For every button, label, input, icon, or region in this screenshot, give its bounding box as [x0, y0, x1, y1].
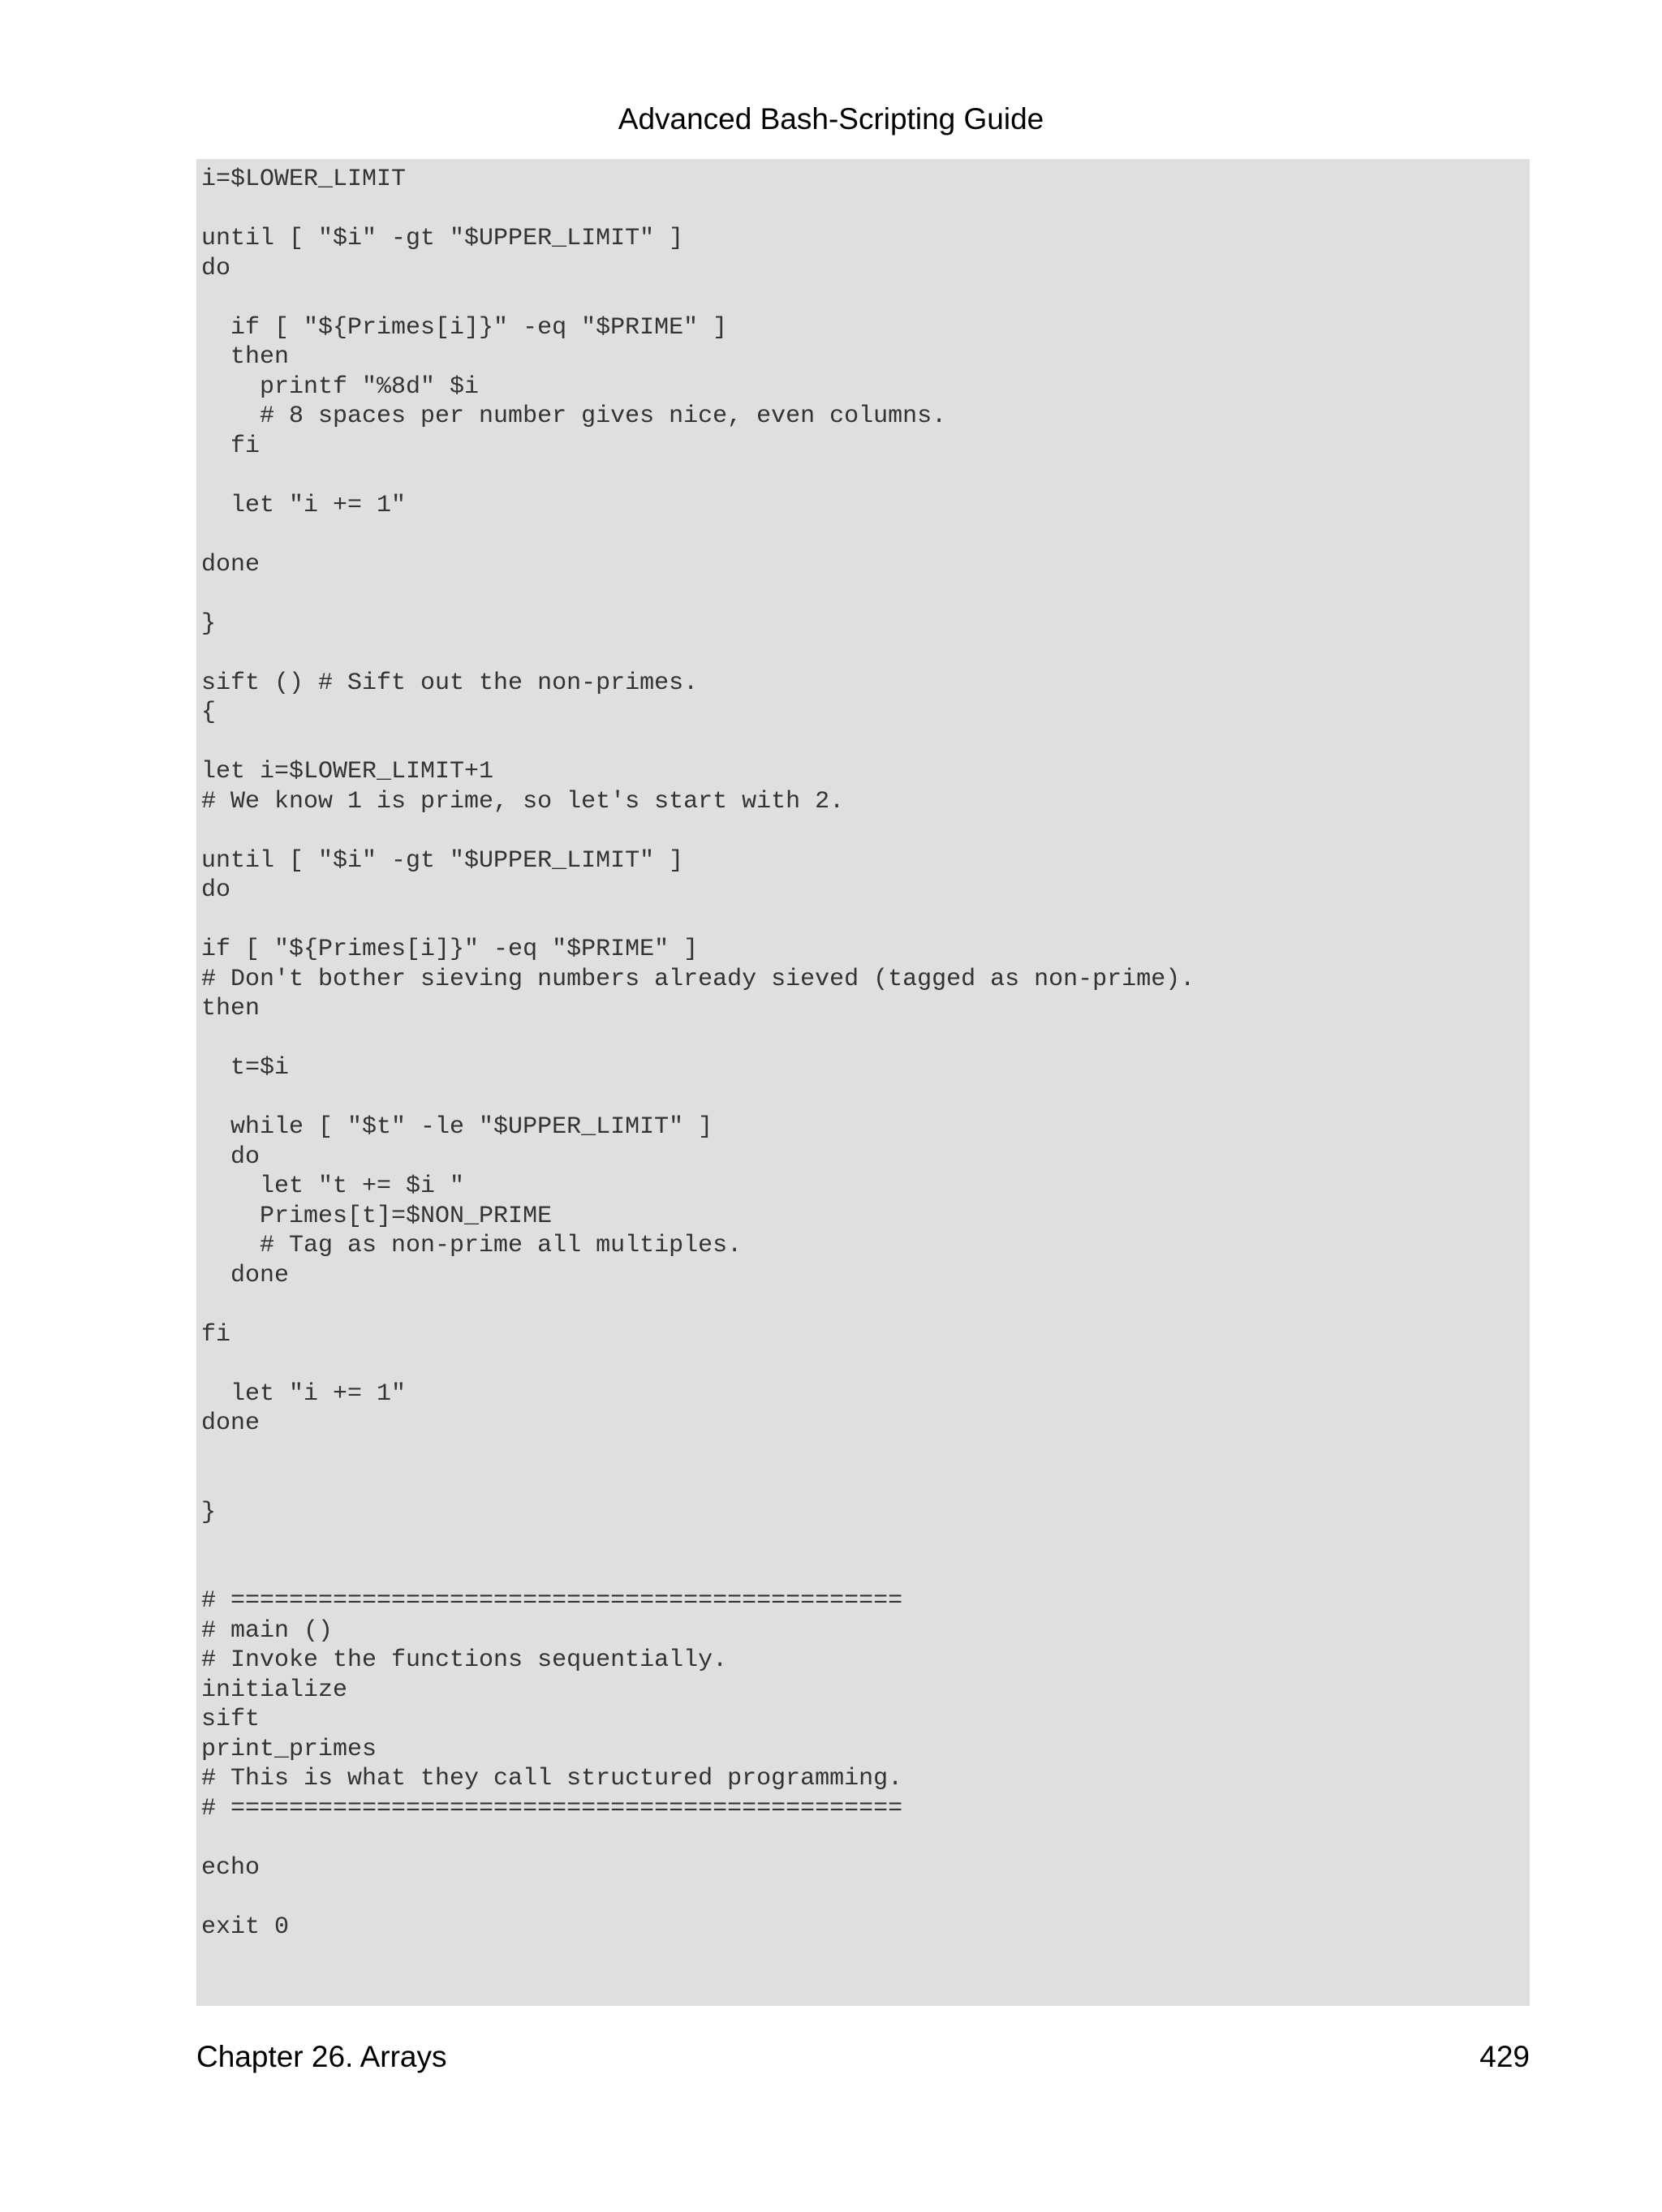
code-listing [196, 159, 1530, 2006]
footer-page-number: 429 [1479, 2040, 1530, 2073]
footer-chapter-title: Chapter 26. Arrays [196, 2040, 447, 2073]
code-text: i=$LOWER_LIMIT until [ "$i" -gt "$UPPER_LIMIT" ] do if [ "${Primes[i]}" -eq "$PRIME" ] then printf "%8d" $i # 8 spaces per number gives nice, even columns. fi let "i += 1" done } sift () # Sift out the non-primes. { let i=$LOWER_LIMIT+1 # We know 1 is prime, so let's start with 2. until [ "$i" -gt "$UPPER_LIMIT" ] do if [ "${Primes[i]}" -eq "$PRIME" ] # Don't bother sieving numbers already sieved (tagged as non-prime). then t=$i while [ "$t" -le "$UPPER_LIMIT" ] do let "t += $i " Primes[t]=$NON_PRIME # Tag as non-prime all multiples. done fi let "i += 1" done } # ============================================== # main () # Invoke the functions sequentially. initialize sift print_primes # This is what they call structured programming. # ============================================== echo exit 0 [201, 166, 1195, 1941]
page-header-title: Advanced Bash-Scripting Guide [618, 102, 1044, 136]
page-footer [196, 2035, 1530, 2079]
